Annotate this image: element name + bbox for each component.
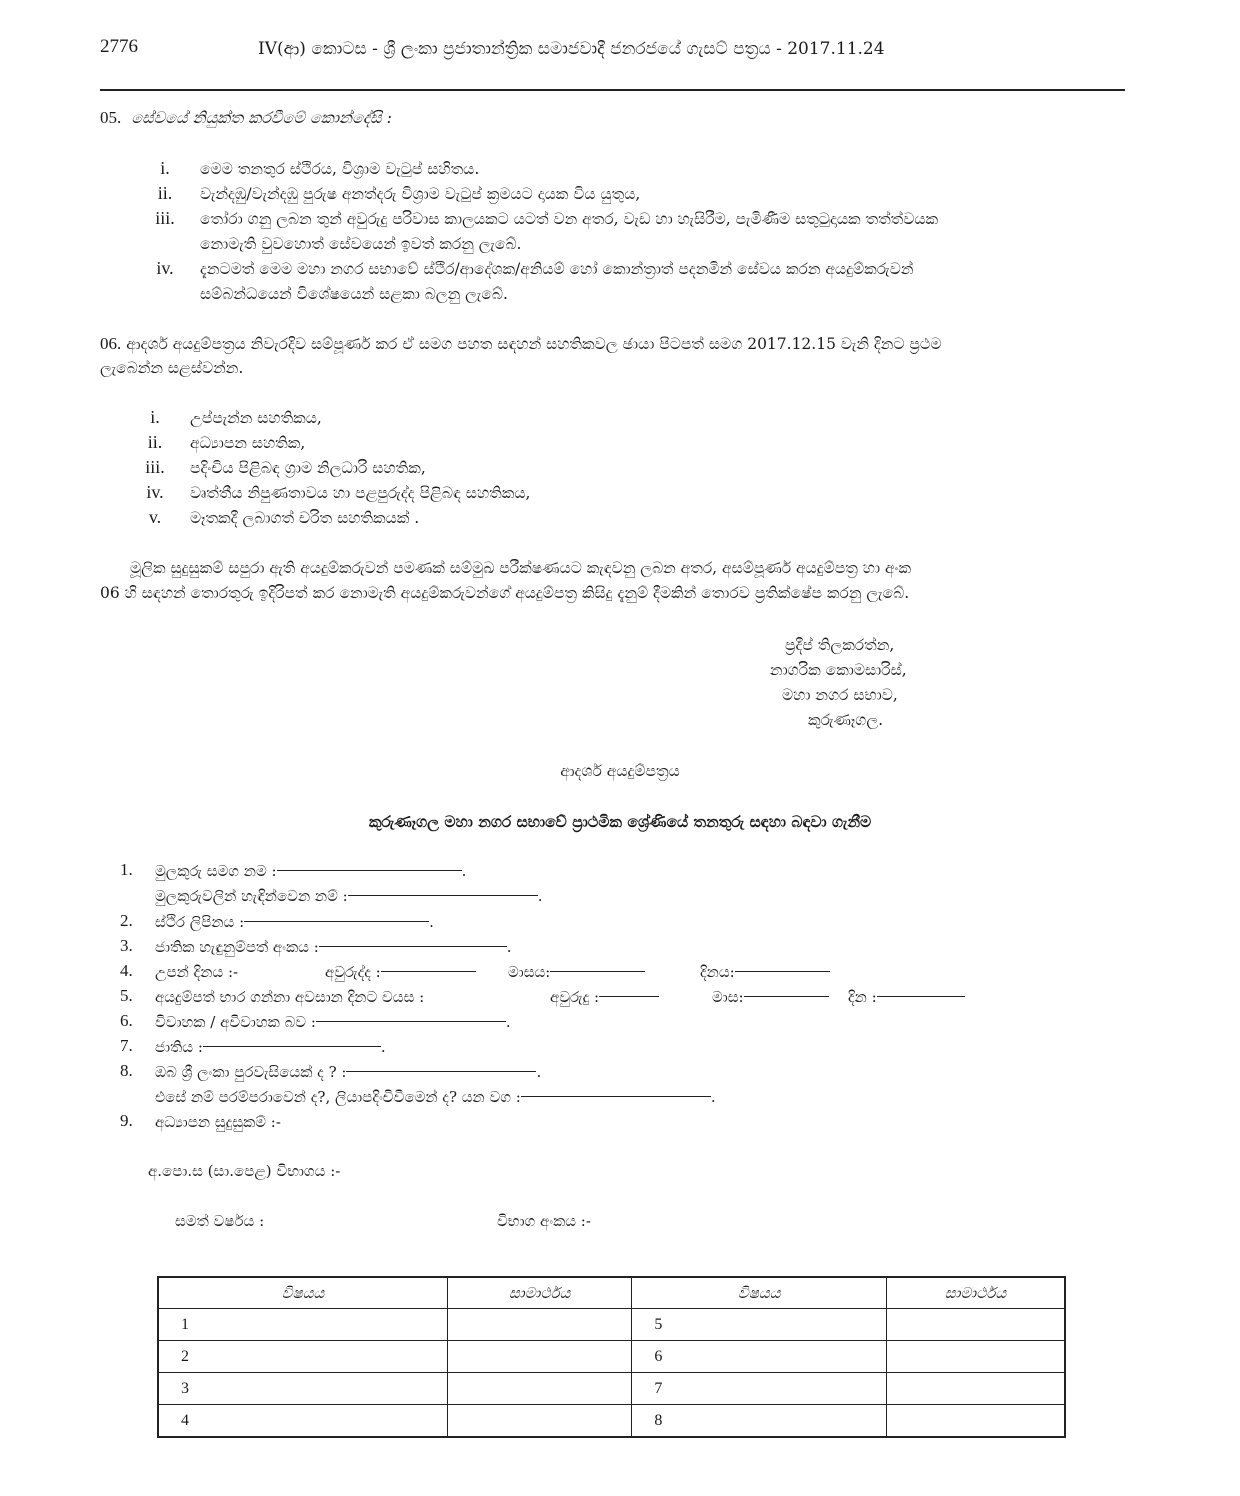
- field-7-label: ජාතිය :: [155, 1038, 203, 1056]
- field-8-label: ඔබ ශ්‍රී ලංකා පුරවැසියෙක් ද ? :: [155, 1063, 347, 1081]
- field-4-label: උපන් දිනය :-: [155, 963, 239, 981]
- section-6-text-line2: ලැබෙන්න සළස්වන්න.: [100, 359, 244, 377]
- signature-city: කුරුණෑගල.: [808, 711, 884, 729]
- field-9-label: අධ්‍යාපන සුදුසුකම් :-: [155, 1113, 281, 1131]
- page-number: 2776: [100, 36, 138, 57]
- section-6-text-line1: ආදර්ශ අයදුම්පත්‍රය නිවැරදිව සම්පූර්ණ කර ඒ සමග පහත සඳහන් සහතිකවල ඡායා පිටපත් සමග 2017.12.15 වැනි දිනට ප්‍රථම: [126, 335, 942, 353]
- s6-item-2-num: ii.: [147, 432, 163, 452]
- field-5-years-blank[interactable]: [599, 996, 659, 997]
- header-divider: [100, 89, 1125, 91]
- field-1-num: 1.: [120, 860, 133, 879]
- field-4-num: 4.: [120, 961, 133, 980]
- table-row: [158, 1373, 1065, 1405]
- field-7-num: 7.: [120, 1036, 133, 1055]
- field-5-months-group: [712, 988, 829, 1006]
- field-4-day-group: [700, 963, 830, 981]
- field-5-years-label: අවුරුදු :: [550, 988, 600, 1006]
- pass-year-label: සමත් වර්ෂය :: [175, 1212, 265, 1230]
- field-8-dot: .: [536, 1063, 542, 1081]
- header-subject-2: විෂයය: [632, 1277, 886, 1309]
- s5-item-4-text-line1: දැනටමත් මෙම මහා නගර සභාවේ ස්ථිර/ආදේශක/අනියම් හෝ කොන්ත්‍රාත් පදනමින් සේවය කරන අයදුම්කරුවන්: [200, 260, 914, 278]
- field-1b-dot: .: [537, 887, 543, 905]
- field-1-dot: .: [461, 862, 467, 880]
- note-line2: 06 හි සඳහන් තොරතුරු ඉදිරිපත් කර නොමැති අයදුම්කරුවන්ගේ අයදුම්පත්‍ර කිසිදු දැනුම් දීමකින් තොරව ප්‍රතික්ෂේප කරනු ලැබේ.: [100, 584, 910, 602]
- table-row: [158, 1341, 1065, 1373]
- field-4-year-label: අවුරුද්ද :: [325, 963, 381, 981]
- s5-item-1-num: i.: [160, 158, 170, 178]
- index-number-label: විභාග අංකය :-: [497, 1212, 591, 1230]
- field-1b-label: මුලකුරුවලින් හැඳින්වෙන නම් :: [155, 887, 348, 905]
- field-6-num: 6.: [120, 1011, 133, 1030]
- field-5-num: 5.: [120, 986, 133, 1005]
- field-4-month-label: මාසය:: [508, 963, 551, 981]
- grade-cell[interactable]: [886, 1341, 1065, 1373]
- grade-cell[interactable]: [447, 1405, 632, 1438]
- field-1b-blank[interactable]: [348, 895, 538, 896]
- exam-label: අ.පො.ස (සා.පෙළ) විභාගය :-: [148, 1162, 341, 1180]
- field-3-dot: .: [506, 938, 512, 956]
- results-table: [157, 1276, 1066, 1438]
- field-5-days-blank[interactable]: [877, 996, 965, 997]
- s5-item-3-text-line2: නොමැති වුවහොත් සේවයෙන් ඉවත් කරනු ලැබේ.: [200, 235, 522, 253]
- s5-item-3-text-line1: තෝරා ගනු ලබන තුන් අවුරුදු පරිවාස කාලයකට යටත් වන අතර, වැඩ හා හැසිරීම, පැමිණීම සතුටුදායක තත්ත්වයක: [200, 210, 939, 228]
- subject-cell[interactable]: 2: [158, 1341, 447, 1373]
- field-7-blank[interactable]: [203, 1046, 381, 1047]
- subject-cell[interactable]: 6: [632, 1341, 886, 1373]
- section-5-heading: [100, 108, 392, 128]
- s6-item-2-text: අධ්‍යාපන සහතික,: [190, 434, 306, 452]
- field-3-row: [155, 938, 512, 956]
- field-4-day-label: දිනය:: [700, 963, 735, 981]
- field-1-blank[interactable]: [277, 870, 462, 871]
- signature-name: ප්‍රදීප් තිලකරත්න,: [785, 636, 895, 654]
- header-grade-2: සාමාර්ථය: [886, 1277, 1065, 1309]
- subject-cell[interactable]: 1: [158, 1309, 447, 1341]
- field-2-dot: .: [429, 913, 434, 931]
- s6-item-5-num: v.: [148, 507, 162, 527]
- field-5-months-label: මාස:: [712, 988, 744, 1006]
- field-3-blank[interactable]: [319, 946, 507, 947]
- field-5-years-group: [550, 988, 659, 1006]
- field-9-num: 9.: [120, 1111, 133, 1130]
- form-subtitle: කුරුණෑගල මහා නගර සභාවේ ප්‍රාථමික ශ්‍රේණියේ තනතුරු සඳහා බඳවා ගැනීම: [368, 812, 872, 831]
- field-6-row: [155, 1013, 511, 1031]
- field-8-row: [155, 1063, 541, 1081]
- s5-item-3-num: iii.: [155, 208, 175, 228]
- field-2-row: [155, 913, 434, 931]
- s5-item-4-text-line2: සම්බන්ධයෙන් විශේෂයෙන් සළකා බලනු ලැබේ.: [200, 285, 508, 303]
- table-row: [158, 1309, 1065, 1341]
- note-line1: මූලික සුදුසුකම් සපුරා ඇති අයදුම්කරුවන් පමණක් සම්මුඛ පරීක්ෂණයට කැඳවනු ලබන අතර, අසම්පූර්ණ අයදුම්පත්‍ර හා අංක: [130, 559, 912, 577]
- field-6-dot: .: [505, 1013, 511, 1031]
- grade-cell[interactable]: [447, 1373, 632, 1405]
- grade-cell[interactable]: [447, 1341, 632, 1373]
- field-4-day-blank[interactable]: [735, 971, 830, 972]
- field-4-month-group: [508, 963, 645, 981]
- signature-title: නාගරික කොමසාරිස්,: [770, 661, 907, 679]
- field-8-blank[interactable]: [346, 1071, 536, 1072]
- field-6-label: විවාහක / අවිවාහක බව :: [155, 1013, 316, 1031]
- subject-cell[interactable]: 8: [632, 1405, 886, 1438]
- header-grade-1: සාමාර්ථය: [447, 1277, 632, 1309]
- s5-item-1-text: මෙම තනතුර ස්ථිරය, විශ්‍රාම වැටුප් සහිතය.: [200, 160, 480, 178]
- section-5-title: සේවයේ නියුක්ත කරවීමේ කොන්දේසි :: [131, 108, 392, 127]
- s6-item-5-text: මෑතකදී ලබාගත් චරිත සහතිකයක් .: [190, 509, 420, 527]
- field-8b-row: [155, 1088, 716, 1106]
- s6-item-4-num: iv.: [146, 482, 164, 502]
- field-3-num: 3.: [120, 936, 133, 955]
- section-5-number: 05.: [100, 108, 122, 127]
- field-5-days-label: දින :: [848, 988, 877, 1006]
- s6-item-3-num: iii.: [145, 457, 165, 477]
- field-7-dot: .: [380, 1038, 386, 1056]
- field-8b-blank[interactable]: [521, 1096, 711, 1097]
- subject-cell[interactable]: 4: [158, 1405, 447, 1438]
- subject-cell[interactable]: 7: [632, 1373, 886, 1405]
- field-7-row: [155, 1038, 386, 1056]
- signature-office: මහා නගර සභාව,: [782, 686, 898, 704]
- field-2-label: ස්ථිර ලිපිනය :: [155, 913, 245, 931]
- s5-item-2-num: ii.: [157, 183, 173, 203]
- s6-item-1-num: i.: [150, 407, 160, 427]
- header-subject-1: විෂයය: [158, 1277, 447, 1309]
- s5-item-4-num: iv.: [156, 258, 174, 278]
- field-5-days-group: [848, 988, 965, 1006]
- field-2-num: 2.: [120, 911, 133, 930]
- field-2-blank[interactable]: [244, 921, 429, 922]
- results-header-row: [158, 1277, 1065, 1309]
- field-3-label: ජාතික හැඳුනුම්පත් අංකය :: [155, 938, 319, 956]
- s6-item-3-text: පදිංචිය පිළිබඳ ග්‍රාම නිලධාරි සහතික,: [190, 459, 426, 477]
- field-6-blank[interactable]: [316, 1021, 506, 1022]
- field-1-label: මුලකුරු සමග නම :: [155, 862, 277, 880]
- s6-item-4-text: වෘත්තීය නිපුණතාවය හා පළපුරුද්ද පිළිබඳ සහතිකය,: [190, 484, 531, 502]
- s5-item-2-text: වැන්දඹු/වැන්දඹු පුරුෂ අනත්දරු විශ්‍රාම වැටුප් ක්‍රමයට දායක විය යුතුය,: [200, 185, 641, 203]
- field-1b-row: [155, 887, 542, 905]
- field-1-row: [155, 862, 466, 880]
- field-8-num: 8.: [120, 1061, 133, 1080]
- section-6-number: 06.: [100, 334, 122, 353]
- subject-cell[interactable]: 5: [632, 1309, 886, 1341]
- field-4-year-blank[interactable]: [381, 971, 476, 972]
- field-4-year-group: [325, 963, 476, 981]
- form-title: ආදර්ශ අයදුම්පත්‍රය: [560, 762, 680, 780]
- field-8b-label: එසේ නම් පරම්පරාවෙන් ද?, ලියාපදිංචිවීමෙන් ද? යන වග :: [155, 1088, 521, 1106]
- grade-cell[interactable]: [447, 1309, 632, 1341]
- grade-cell[interactable]: [886, 1373, 1065, 1405]
- gazette-header-title: IV(ආ) කොටස - ශ්‍රී ලංකා ප්‍රජාතාන්ත්‍රික සමාජවාදී ජනරජයේ ගැසට් පත්‍රය - 2017.11.24: [258, 39, 885, 59]
- field-8b-dot: .: [710, 1088, 716, 1106]
- s6-item-1-text: උප්පැන්න සහතිකය,: [190, 409, 322, 427]
- field-4-month-blank[interactable]: [550, 971, 645, 972]
- section-6-line1: [100, 334, 942, 354]
- field-5-months-blank[interactable]: [744, 996, 829, 997]
- grade-cell[interactable]: [886, 1309, 1065, 1341]
- field-5-label: අයදුම්පත් භාර ගන්නා අවසාන දිනට වයස :: [155, 988, 425, 1006]
- grade-cell[interactable]: [886, 1405, 1065, 1438]
- subject-cell[interactable]: 3: [158, 1373, 447, 1405]
- table-row: [158, 1405, 1065, 1438]
